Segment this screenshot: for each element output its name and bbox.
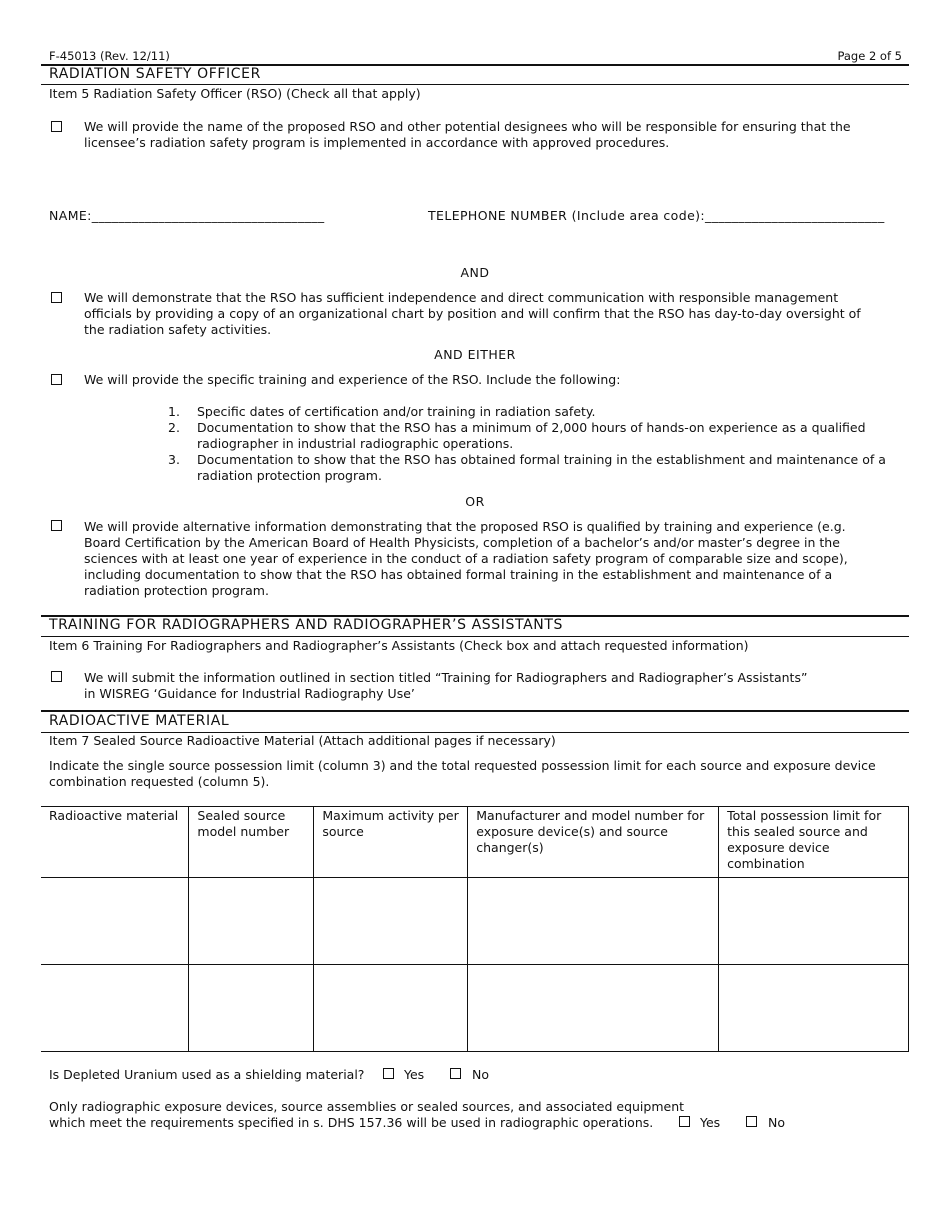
list-item [168, 404, 888, 420]
rso-requirements-list [168, 404, 888, 484]
equipment-question-line2: which meet the requirements specified in s. DHS 157.36 will be used in radiographic operations. [49, 1115, 654, 1130]
item7-label: Item 7 Sealed Source Radioactive Material (Attach additional pages if necessary) [49, 733, 556, 748]
list-item-number: 3. [168, 452, 180, 467]
rso-name-field[interactable] [49, 208, 325, 223]
table-cell-input[interactable] [314, 878, 468, 965]
section-rule-top [41, 710, 909, 712]
rso-telephone-field[interactable] [428, 208, 885, 223]
depleted-uranium-no-checkbox[interactable] [450, 1068, 461, 1079]
training-option1-text: We will submit the information outlined in section titled “Training for Radiographers and Radiographer’s Assistants” in WISREG ‘Guidance for Industrial Radiography Use’ [84, 670, 808, 701]
section-title-training: TRAINING FOR RADIOGRAPHERS AND RADIOGRAPHER’S ASSISTANTS [49, 617, 563, 633]
item5-label: Item 5 Radiation Safety Officer (RSO) (Check all that apply) [49, 86, 421, 101]
table-row [41, 878, 909, 965]
and-either-separator: AND EITHER [434, 347, 516, 362]
rso-option1-checkbox[interactable] [51, 121, 62, 132]
rso-option3-checkbox[interactable] [51, 374, 62, 385]
list-item [168, 420, 888, 452]
table-cell-input[interactable] [468, 965, 719, 1052]
list-item-text: Documentation to show that the RSO has obtained formal training in the establishment and maintenance of a radiation protection program. [197, 452, 886, 483]
section-title-rso: RADIATION SAFETY OFFICER [49, 66, 261, 82]
list-item [168, 452, 888, 484]
equipment-yes-checkbox[interactable] [679, 1116, 690, 1127]
col-header-sealed-source-model: Sealed source model number [189, 807, 314, 878]
equipment-no-label: No [768, 1115, 785, 1130]
table-cell-input[interactable] [189, 965, 314, 1052]
rso-option4-text: We will provide alternative information demonstrating that the proposed RSO is qualified by training and experience (e.g. Board Certification by the American Board of Health Physicists, completion of a bachelor’s and/or master’s degree in the sciences with at least one year of experience in the conduct of a radiation safety program of comparable size and scope), including documentation to show that the RSO has obtained formal training in the establishment and maintenance of a radiation protection program. [84, 519, 848, 598]
list-item-text: Specific dates of certification and/or training in radiation safety. [197, 404, 596, 419]
list-item-number: 2. [168, 420, 180, 435]
list-item-number: 1. [168, 404, 180, 419]
table-cell-input[interactable] [189, 878, 314, 965]
telephone-line: ___________________________ [705, 208, 885, 223]
equipment-no-checkbox[interactable] [746, 1116, 757, 1127]
table-header-row [41, 807, 909, 878]
sealed-source-table [41, 806, 909, 1052]
table-cell-input[interactable] [468, 878, 719, 965]
depleted-uranium-question: Is Depleted Uranium used as a shielding material? [49, 1067, 365, 1082]
equipment-question-line1: Only radiographic exposure devices, source assemblies or sealed sources, and associated equipment [49, 1099, 685, 1114]
depleted-uranium-yes-label: Yes [404, 1067, 425, 1082]
item6-label: Item 6 Training For Radiographers and Radiographer’s Assistants (Check box and attach requested information) [49, 638, 749, 653]
depleted-uranium-no-label: No [472, 1067, 489, 1082]
col-header-manufacturer-model: Manufacturer and model number for exposure device(s) and source changer(s) [468, 807, 719, 878]
and-separator: AND [460, 265, 490, 280]
rso-option2-checkbox[interactable] [51, 292, 62, 303]
form-number: F-45013 (Rev. 12/11) [49, 49, 170, 63]
section-rule-bottom [41, 84, 909, 85]
section-rule-bottom [41, 636, 909, 637]
material-instructions: Indicate the single source possession limit (column 3) and the total requested possession limit for each source and exposure device combination requested (column 5). [49, 758, 876, 789]
or-separator: OR [465, 494, 485, 509]
table-cell-input[interactable] [41, 878, 189, 965]
list-item-text: Documentation to show that the RSO has a minimum of 2,000 hours of hands-on experience as a qualified radiographer in industrial radiographic operations. [197, 420, 866, 451]
table-row [41, 965, 909, 1052]
col-header-total-possession-limit: Total possession limit for this sealed source and exposure device combination [719, 807, 909, 878]
depleted-uranium-yes-checkbox[interactable] [383, 1068, 394, 1079]
table-cell-input[interactable] [41, 965, 189, 1052]
col-header-radioactive-material: Radioactive material [41, 807, 189, 878]
rso-option1-text: We will provide the name of the proposed RSO and other potential designees who will be responsible for ensuring that the licensee’s radiation safety program is implemented in accordance with approved procedures. [84, 119, 851, 150]
table-cell-input[interactable] [719, 965, 909, 1052]
name-line: ___________________________________ [91, 208, 325, 223]
table-cell-input[interactable] [314, 965, 468, 1052]
rso-option2-text: We will demonstrate that the RSO has sufficient independence and direct communication with responsible management officials by providing a copy of an organizational chart by position and will confirm that the RSO has day-to-day oversight of the radiation safety activities. [84, 290, 861, 337]
name-label: NAME: [49, 208, 92, 223]
rso-option4-checkbox[interactable] [51, 520, 62, 531]
page-number: Page 2 of 5 [837, 49, 902, 63]
section-title-material: RADIOACTIVE MATERIAL [49, 713, 230, 729]
equipment-yes-label: Yes [700, 1115, 721, 1130]
col-header-max-activity: Maximum activity per source [314, 807, 468, 878]
telephone-label: TELEPHONE NUMBER (Include area code): [428, 208, 706, 223]
table-cell-input[interactable] [719, 878, 909, 965]
training-option1-checkbox[interactable] [51, 671, 62, 682]
rso-option3-text: We will provide the specific training and experience of the RSO. Include the following: [84, 372, 621, 387]
